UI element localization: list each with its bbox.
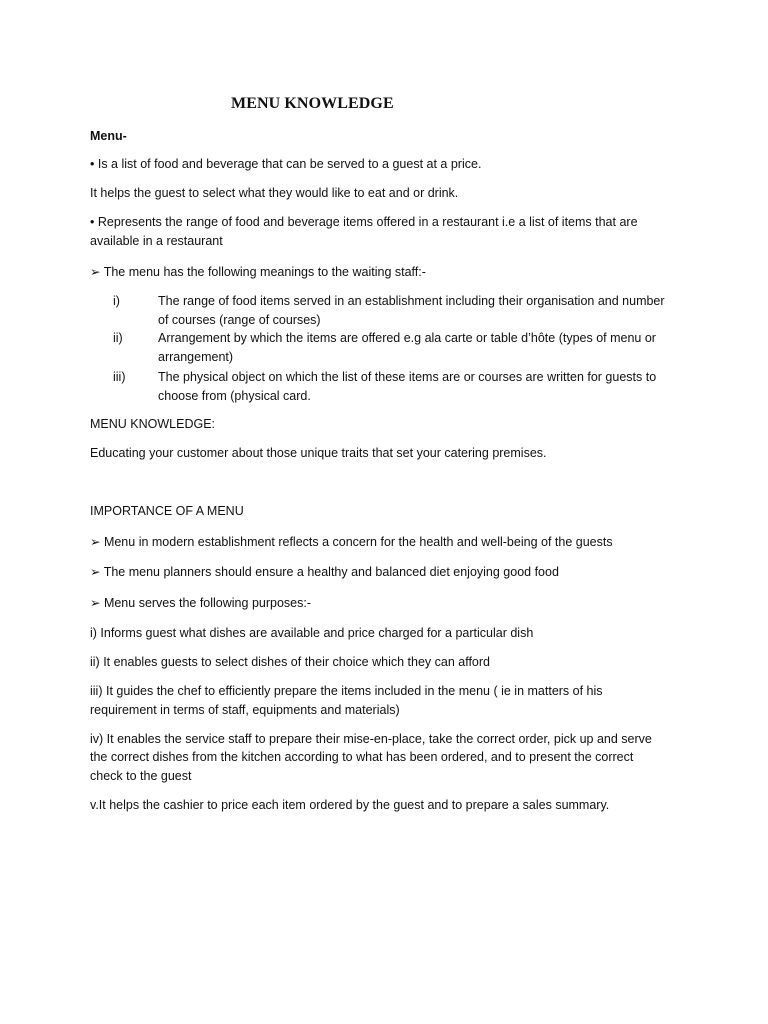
bullet-represents-line1: • Represents the range of food and beverage items offered in a restaurant i.e a list of items that are [90,215,638,229]
purpose-item: i) Informs guest what dishes are available and price charged for a particular dish [90,626,534,640]
document-title: MENU KNOWLEDGE [231,95,394,112]
meaning-number: i) [113,294,120,308]
importance-point: ➢ Menu serves the following purposes:- [90,596,311,610]
meaning-item-line: The range of food items served in an establishment including their organisation and number [158,294,665,308]
meaning-item [158,329,698,366]
meaning-number: ii) [113,331,123,345]
purpose-item: ii) It enables guests to select dishes of their choice which they can afford [90,655,490,669]
purpose-item-line: iv) It enables the service staff to prepare their mise-en-place, take the correct order, pick up and serve [90,732,652,746]
importance-heading: IMPORTANCE OF A MENU [90,504,244,518]
meaning-item [158,368,698,405]
menu-knowledge-heading [90,415,690,434]
purpose-item-line: the correct dishes from the kitchen according to what has been ordered, and to present the correct [90,750,634,764]
meaning-item-line: choose from (physical card. [158,388,311,403]
menu-knowledge-heading-text: MENU KNOWLEDGE [90,417,212,431]
importance-point: ➢ Menu in modern establishment reflects a concern for the health and well-being of the guests [90,535,613,549]
meaning-number: iii) [113,370,126,384]
bullet-list-definition: • Is a list of food and beverage that can be served to a guest at a price. [90,157,482,171]
meaning-item-line: of courses (range of courses) [158,312,321,327]
purpose-item: v.It helps the cashier to price each item ordered by the guest and to prepare a sales summary. [90,798,610,812]
meaning-item-line: arrangement) [158,349,234,364]
meaning-item-line: The physical object on which the list of these items are or courses are written for guests to [158,370,657,384]
menu-heading: Menu- [90,129,127,143]
paragraph-helps-guest: It helps the guest to select what they would like to eat and or drink. [90,186,459,200]
purpose-item-line: iii) It guides the chef to efficiently prepare the items included in the menu ( ie in matters of his [90,684,603,698]
meanings-intro: ➢ The menu has the following meanings to the waiting staff:- [90,265,426,279]
bullet-represents-line2: available in a restaurant [90,234,223,248]
menu-knowledge-colon: : [211,417,216,431]
purpose-item-line: check to the guest [90,769,192,783]
meaning-item-line: Arrangement by which the items are offered e.g ala carte or table d’hôte (types of menu or [158,331,656,345]
importance-point: ➢ The menu planners should ensure a healthy and balanced diet enjoying good food [90,565,559,579]
paragraph-educating: Educating your customer about those unique traits that set your catering premises. [90,446,547,460]
purpose-item-line: requirement in terms of staff, equipments and materials) [90,703,400,717]
meaning-item [158,292,698,329]
